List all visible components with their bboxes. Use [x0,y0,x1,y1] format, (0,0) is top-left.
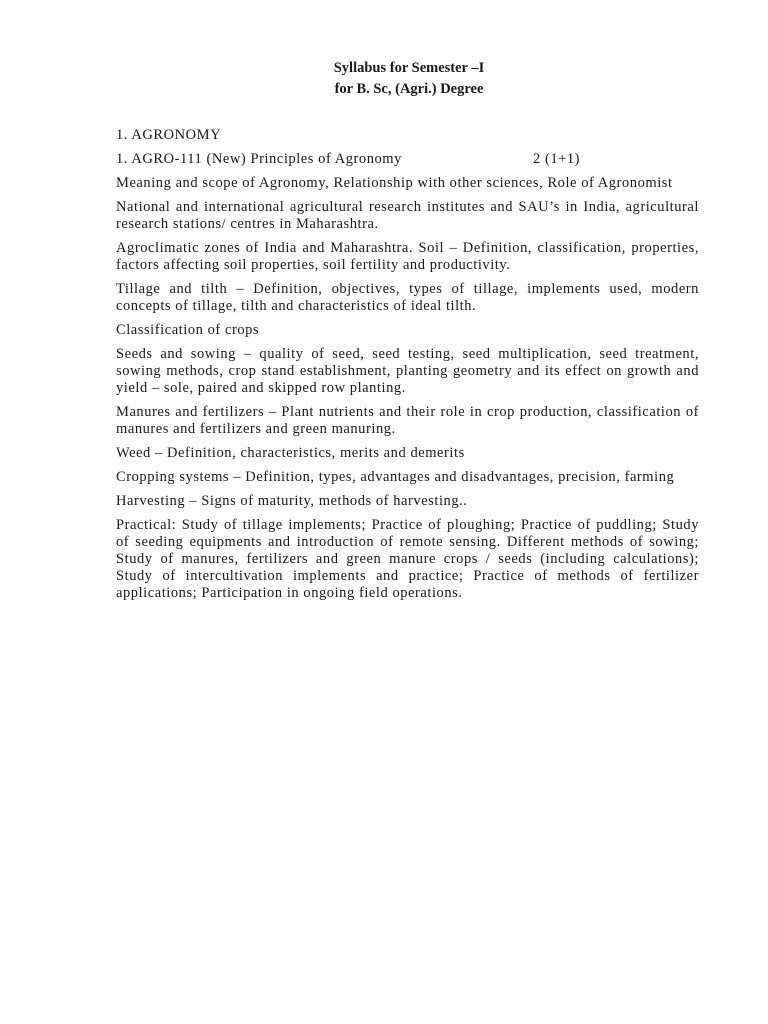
document-title [0,58,768,100]
paragraph-manures-fertilizers: Manures and fertilizers – Plant nutrients and their role in crop production, classification of manures and fertilizers and green manuring. [116,404,699,437]
title-line-2: for B. Sc, (Agri.) Degree [334,81,484,97]
paragraph-crop-classification: Classification of crops [116,322,260,338]
paragraph-agroclimatic-zones: Agroclimatic zones of India and Maharashtra. Soil – Definition, classification, properties, factors affecting soil properties, soil fertility and productivity. [116,240,699,273]
paragraph-weed: Weed – Definition, characteristics, merits and demerits [116,445,465,461]
paragraph-cropping-systems: Cropping systems – Definition, types, advantages and disadvantages, precision, farming [116,469,675,485]
syllabus-content [116,127,699,609]
course-credits: 2 (1+1) [533,151,581,167]
paragraph-meaning-scope: Meaning and scope of Agronomy, Relationship with other sciences, Role of Agronomist [116,175,673,191]
paragraph-practical: Practical: Study of tillage implements; Practice of ploughing; Practice of puddling; Study of seeding equipments and introduction of remote sensing. Different methods of sowing; Study of manures, fertilizers and green manure crops / seeds (including calculations); Study of intercultivation implements and practice; Practice of methods of fertilizer applications; Participation in ongoing field operations. [116,517,699,601]
paragraph-harvesting: Harvesting – Signs of maturity, methods of harvesting.. [116,493,468,509]
course-title: 1. AGRO-111 (New) Principles of Agronomy [116,151,402,167]
paragraph-tillage: Tillage and tilth – Definition, objectives, types of tillage, implements used, modern concepts of tillage, tilth and characteristics of ideal tilth. [116,281,699,314]
paragraph-research-institutes: National and international agricultural research institutes and SAU’s in India, agricultural research stations/ centres in Maharashtra. [116,199,699,232]
section-heading: 1. AGRONOMY [116,127,222,143]
paragraph-seeds-sowing: Seeds and sowing – quality of seed, seed testing, seed multiplication, seed treatment, sowing methods, crop stand establishment, planting geometry and its effect on growth and yield – sole, paired and skipped row planting. [116,346,699,396]
course-line [116,151,699,168]
title-line-1: Syllabus for Semester –I [333,60,485,76]
